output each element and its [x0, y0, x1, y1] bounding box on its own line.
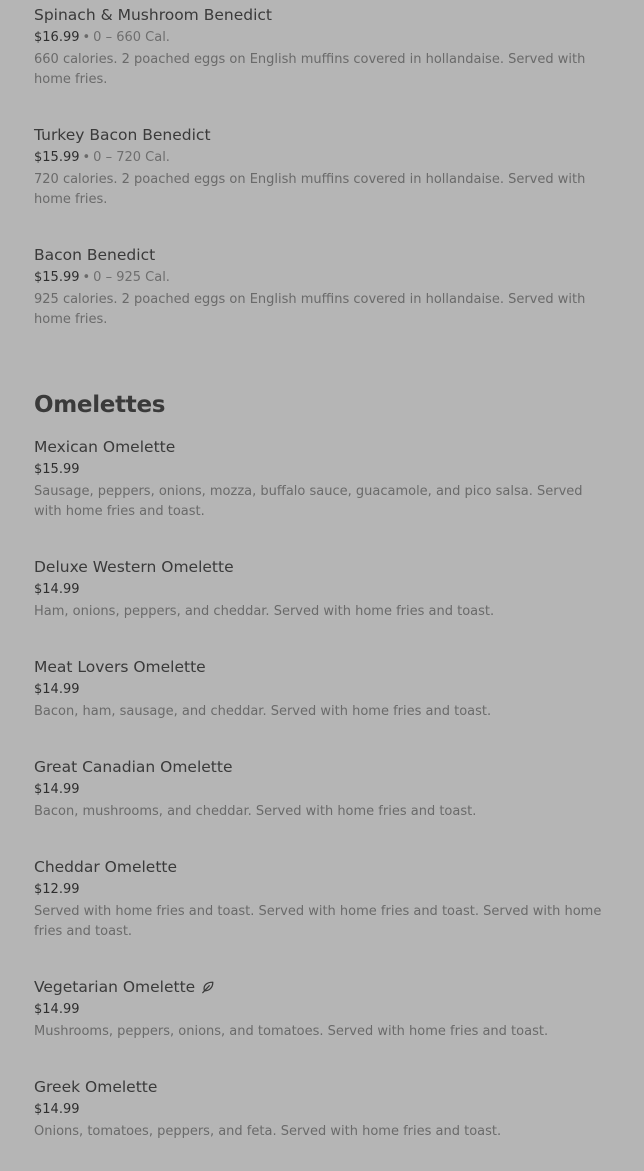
item-calories: 0 – 660 Cal.	[93, 30, 170, 45]
menu-item-bacon-benedict[interactable]	[34, 245, 614, 330]
meta-separator: •	[82, 30, 91, 45]
item-name-row	[34, 977, 614, 997]
item-meta	[34, 462, 614, 478]
item-calories: 0 – 720 Cal.	[93, 150, 170, 165]
item-description: Bacon, ham, sausage, and cheddar. Served with home fries and toast.	[34, 704, 492, 719]
item-description: Mushrooms, peppers, onions, and tomatoes. Served with home fries and toast.	[34, 1024, 549, 1039]
item-meta	[34, 30, 614, 46]
item-name: Deluxe Western Omelette	[34, 558, 234, 576]
menu-item-cheddar-omelette[interactable]	[34, 857, 614, 942]
item-name: Bacon Benedict	[34, 246, 156, 264]
item-name: Spinach & Mushroom Benedict	[34, 6, 272, 24]
section-title-omelettes: Omelettes	[34, 392, 166, 418]
item-description: Onions, tomatoes, peppers, and feta. Served with home fries and toast.	[34, 1124, 502, 1139]
menu-item-vegetarian-omelette[interactable]	[34, 977, 614, 1042]
item-meta	[34, 1102, 614, 1118]
item-calories: 0 – 925 Cal.	[93, 270, 170, 285]
item-name: Great Canadian Omelette	[34, 758, 233, 776]
meta-separator: •	[82, 270, 91, 285]
menu-item-spinach-mushroom-benedict[interactable]	[34, 5, 614, 90]
menu-item-deluxe-western-omelette[interactable]	[34, 557, 614, 622]
menu-item-mexican-omelette[interactable]	[34, 437, 614, 522]
item-price: $12.99	[34, 882, 80, 897]
item-meta	[34, 1002, 614, 1018]
menu-item-turkey-bacon-benedict[interactable]	[34, 125, 614, 210]
item-price: $16.99	[34, 30, 80, 45]
item-name: Cheddar Omelette	[34, 858, 178, 876]
menu-item-meat-lovers-omelette[interactable]	[34, 657, 614, 722]
item-price: $15.99	[34, 150, 80, 165]
meta-separator: •	[82, 150, 91, 165]
item-name: Mexican Omelette	[34, 438, 176, 456]
item-price: $14.99	[34, 682, 80, 697]
item-description: 720 calories. 2 poached eggs on English muffins covered in hollandaise. Served with home fries.	[34, 172, 586, 207]
item-price: $15.99	[34, 270, 80, 285]
menu-item-great-canadian-omelette[interactable]	[34, 757, 614, 822]
item-meta	[34, 882, 614, 898]
item-price: $14.99	[34, 1102, 80, 1117]
item-meta	[34, 782, 614, 798]
item-price: $14.99	[34, 582, 80, 597]
item-meta	[34, 582, 614, 598]
item-name: Greek Omelette	[34, 1078, 158, 1096]
item-name: Meat Lovers Omelette	[34, 658, 206, 676]
item-description: Sausage, peppers, onions, mozza, buffalo sauce, guacamole, and pico salsa. Served with home fries and toast.	[34, 484, 583, 519]
item-description: 660 calories. 2 poached eggs on English muffins covered in hollandaise. Served with home fries.	[34, 52, 586, 87]
item-price: $14.99	[34, 782, 80, 797]
menu-item-greek-omelette[interactable]	[34, 1077, 614, 1142]
item-meta	[34, 270, 614, 286]
item-description: Bacon, mushrooms, and cheddar. Served with home fries and toast.	[34, 804, 477, 819]
item-price: $15.99	[34, 462, 80, 477]
item-meta	[34, 682, 614, 698]
leaf-icon	[201, 980, 215, 994]
item-meta	[34, 150, 614, 166]
item-description: Ham, onions, peppers, and cheddar. Served with home fries and toast.	[34, 604, 495, 619]
item-description: Served with home fries and toast. Served with home fries and toast. Served with home fries and toast.	[34, 904, 602, 939]
item-name: Vegetarian Omelette	[34, 978, 196, 996]
item-price: $14.99	[34, 1002, 80, 1017]
item-description: 925 calories. 2 poached eggs on English muffins covered in hollandaise. Served with home fries.	[34, 292, 586, 327]
item-name: Turkey Bacon Benedict	[34, 126, 211, 144]
